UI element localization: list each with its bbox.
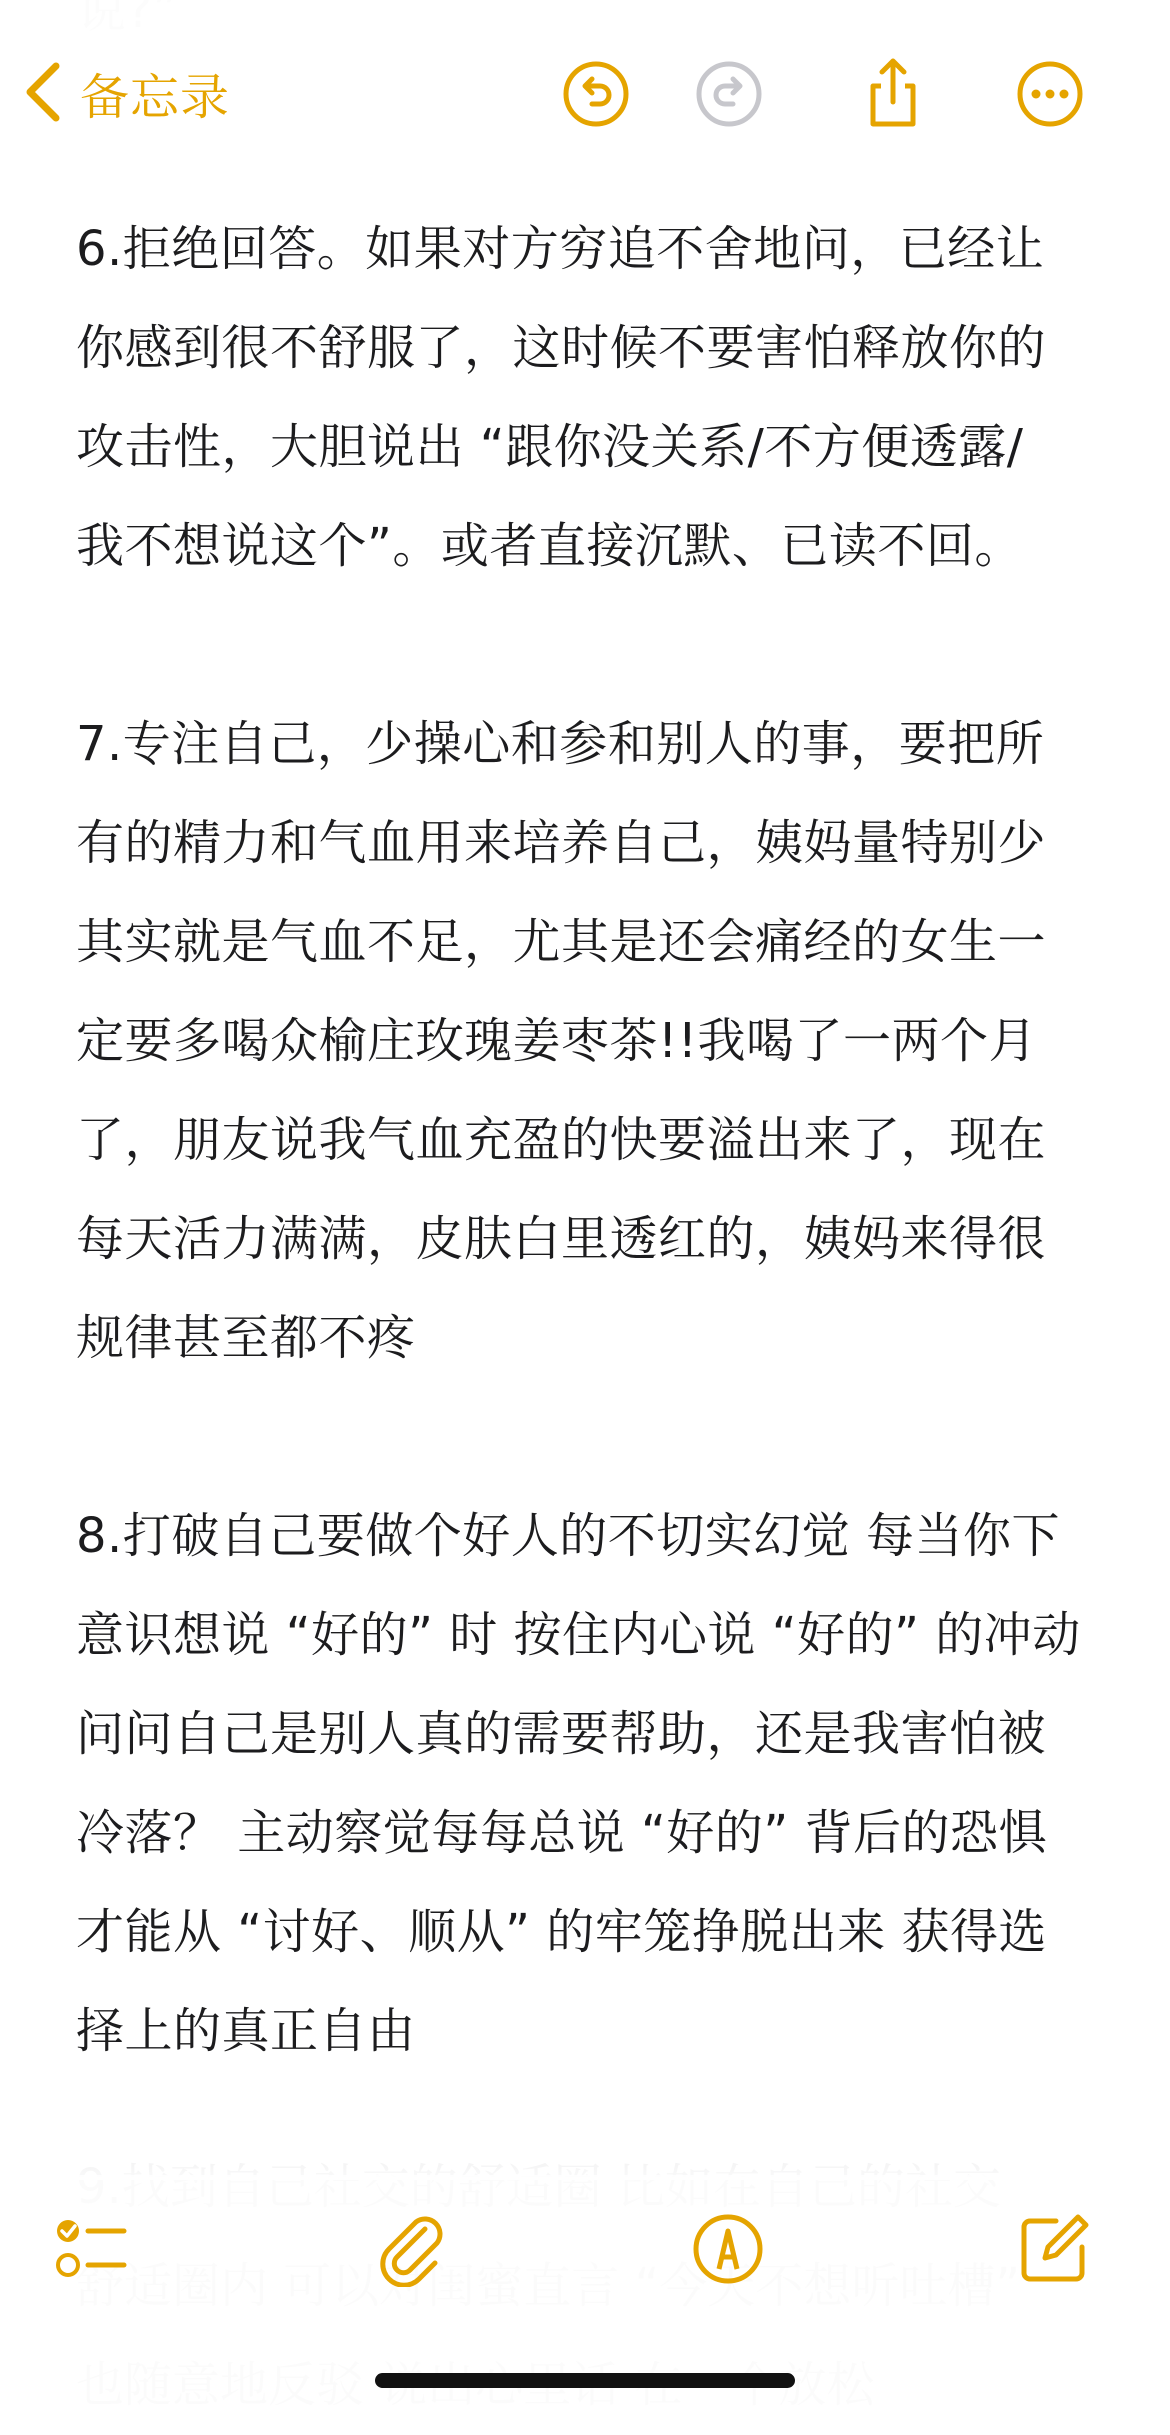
chevron-left-icon [22,60,66,128]
note-line: 择上的真正自由 [76,2003,416,2059]
markup-button[interactable] [690,2211,766,2287]
attachment-icon [375,2272,451,2291]
toolbar-fade [0,2110,1170,2180]
share-button[interactable] [857,58,929,130]
note-line: 意识想说 “好的” 时 按住内心说 “好的” 的冲动 [76,1607,1081,1663]
note-line: 8.打破自己要做个好人的不切实幻觉 每当你下 [76,1508,1061,1564]
note-line: 7.专注自己，少操心和参和别人的事，要把所 [76,716,1045,772]
redo-button[interactable] [693,58,765,130]
note-paragraph-8[interactable] [76,1487,1116,2081]
note-line: 问问自己是别人真的需要帮助，还是我害怕被 [76,1706,1047,1762]
more-icon [1014,115,1086,134]
note-line: 其实就是气血不足，尤其是还会痛经的女生一 [76,914,1047,970]
navigation-bar [0,0,1170,185]
note-line: 定要多喝众榆庄玫瑰姜枣茶!!我喝了一两个月 [76,1013,1037,1069]
note-line: 每天活力满满，皮肤白里透红的，姨妈来得很 [76,1211,1047,1267]
undo-button[interactable] [560,58,632,130]
checklist-button[interactable] [52,2211,128,2287]
note-line: 有的精力和气血用来培养自己，姨妈量特别少 [76,815,1047,871]
more-button[interactable] [1014,58,1086,130]
share-icon [857,115,929,134]
note-line: 规律甚至都不疼 [76,1310,416,1366]
home-indicator[interactable] [375,2373,795,2388]
note-line: 你感到很不舒服了，这时候不要害怕释放你的 [76,320,1047,376]
note-body[interactable] [76,200,1116,2081]
redo-icon [693,115,765,134]
note-line: 6.拒绝回答。如果对方穷追不舍地问，已经让 [76,221,1045,277]
note-paragraph-6[interactable] [76,200,1116,596]
markup-icon [690,2272,766,2291]
attachment-button[interactable] [375,2211,451,2287]
note-line: 攻击性，大胆说出 “跟你没关系/不方便透露/ [76,419,1024,475]
note-line: 才能从 “讨好、顺从” 的牢笼挣脱出来 获得选 [76,1904,1048,1960]
note-line: 了，朋友说我气血充盈的快要溢出来了，现在 [76,1112,1047,1168]
note-line: 我不想说这个”。或者直接沉默、已读不回。 [76,518,1023,574]
compose-icon [1016,2272,1092,2291]
checklist-icon [52,2272,128,2291]
note-paragraph-7[interactable] [76,695,1116,1388]
note-line: 冷落？ 主动察觉每每总说 “好的” 背后的恐惧 [76,1805,1048,1861]
back-button[interactable] [22,58,230,130]
back-button-label: 备忘录 [80,69,231,126]
undo-icon [560,115,632,134]
compose-button[interactable] [1016,2211,1092,2287]
